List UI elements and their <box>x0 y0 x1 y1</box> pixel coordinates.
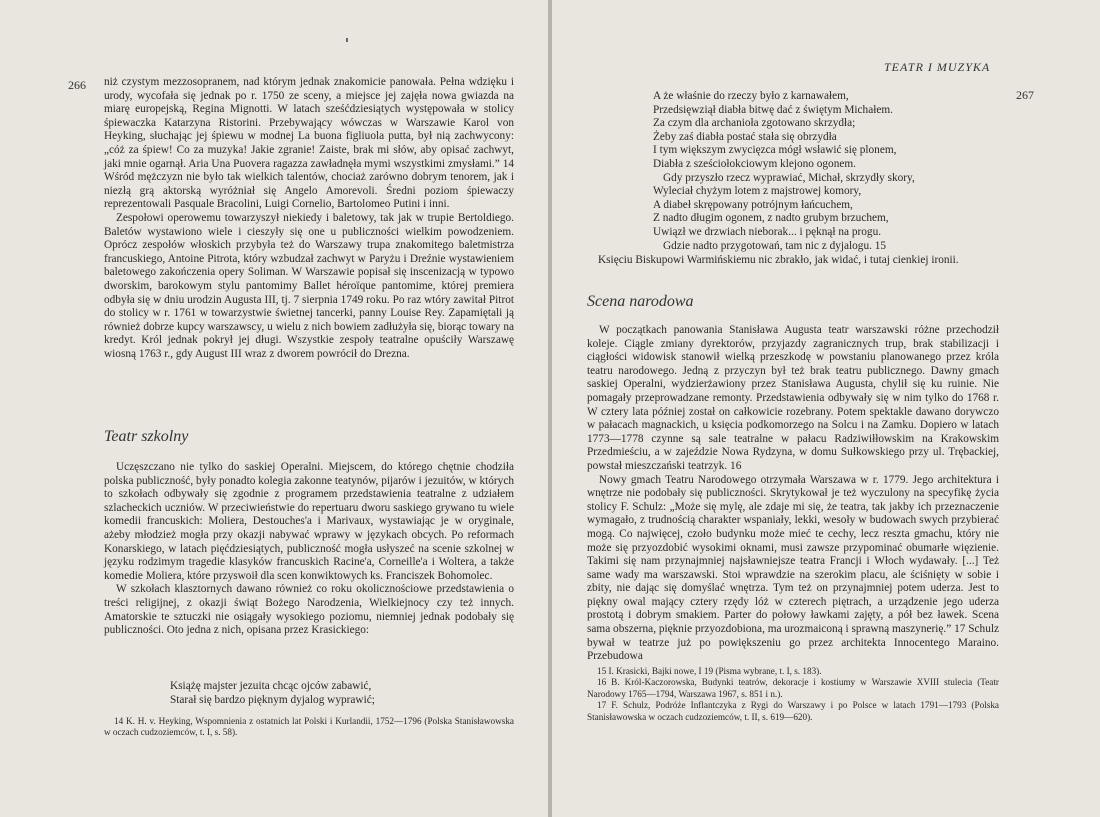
verse-line: Gdy przyszło rzecz wyprawiać, Michał, skrzydły skory, <box>663 171 915 184</box>
running-head: TEATR I MUZYKA <box>884 60 991 74</box>
verse-line: Za czym dla archanioła zgotowano skrzydła; <box>653 117 856 130</box>
left-footnotes <box>104 716 514 739</box>
verse-line: A że właśnie do rzeczy było z karnawałem, <box>653 90 849 102</box>
verse-line: Książę majster jezuita chcąc ojców zabawić, <box>170 680 372 692</box>
footnote-15: 15 I. Krasicki, Bajki nowe, I 19 (Pisma wybrane, t. I, s. 183). <box>597 666 822 676</box>
left-page <box>0 0 548 817</box>
verse-line: Z nadto długim ogonem, z nadto grubym brzuchem, <box>653 212 889 225</box>
page-number-right: 267 <box>1016 88 1034 102</box>
page-mark <box>346 38 348 42</box>
verse-line: I tym większym zwycięzca mógł wsławić się plonem, <box>653 144 897 157</box>
footnote-16: 16 B. Król-Kaczorowska, Budynki teatrów, dekoracje i kostiumy w Warszawie XVIII stulecia (Teatr Narodowy 1765—1794, Warszawa 1967, s. 851 i n.). <box>587 677 999 699</box>
verse-line: Żeby zaś diabła postać stała się obrzydła <box>653 130 837 143</box>
footnote-17: 17 F. Schulz, Podróże Inflantczyka z Rygi do Warszawy i po Polsce w latach 1791—1793 (Polska Stanisławowska w oczach cudzoziemców, t. II, s. 619—620). <box>587 700 999 722</box>
right-text-block <box>587 324 999 664</box>
verse-line: A diabeł skrępowany potrójnym łańcuchem, <box>653 198 853 211</box>
verse-line: Wyleciał chyżym lotem z majstrowej komory, <box>653 185 862 198</box>
left-text-block-2 <box>104 461 514 638</box>
right-footnotes <box>587 666 999 723</box>
verse-line: Starał się bardzo pięknym dyjalog wyprawić; <box>170 693 375 706</box>
right-verse <box>653 90 915 253</box>
right-after-verse <box>598 254 1008 268</box>
section-heading-scena-narodowa: Scena narodowa <box>587 293 694 310</box>
verse-line: Diabła z sześciołokciowym klejono ogonem. <box>653 157 856 170</box>
verse-line: Gdzie nadto przygotowań, tam nic z dyjalogu. 15 <box>663 239 887 252</box>
left-verse <box>170 680 375 707</box>
footnote-14: 14 K. H. v. Heyking, Wspomnienia z ostatnich lat Polski i Kurlandii, 1752—1796 (Polska Stanisławowska w oczach cudzoziemców, t. I, s. 58). <box>104 716 514 738</box>
left-paragraph-3: Uczęszczano nie tylko do saskiej Operalni. Miejscem, do którego chętnie chodziła polska publiczność, były ponadto kolegia zakonne teatynów, pijarów i jezuitów, w których to szkołach odbywały się zgodnie z programem przedstawienia teatralne z udziałem szlacheckich uczniów. W przeciwieństwie do repertuaru dworu saskiego grywano tu wiele komedii francuskich: Moliera, Destouches'a i Marivaux, wystawiając je w oryginale, ażeby młodzież mogła przy okazji nabywać wprawy w językach obcych. Po reformach Konarskiego, w latach pięćdziesiątych, publiczność mogła usłyszeć na scenie szkolnej w języku rodzimym tragedie klasyków francuskich Racine'a, Corneille'a i Woltera, a także komedie Moliera, które przyswoił dla scen konwiktowych ks. Franciszek Bohomolec. <box>104 461 514 582</box>
verse-line: Uwiązł we drzwiach nieborak... i pęknął na progu. <box>653 225 882 238</box>
left-paragraph-4: W szkołach klasztornych dawano również co roku okolicznościowe przedstawienia o treści religijnej, z okazji świąt Bożego Narodzenia, Wielkiejnocy czy też innych. Amatorskie te sztuczki nie osiągały wysokiego poziomu, niemniej jednak podobały się publiczności. Oto jedna z nich, opisana przez Krasickiego: <box>104 583 514 637</box>
right-paragraph-1: W początkach panowania Stanisława Augusta teatr warszawski różne przechodził koleje. Ciągle zmiany dyrektorów, przyjazdy zagranicznych trup, brak stabilizacji i ciągłości widowisk stanowił wielką przeszkodę w powstaniu planowanego przez króla teatru narodowego. Jedną z przyczyn był też brak teatru publicznego. Dawny gmach saskiej Operalni, wydzierżawiony przez Stanisława Augusta, chylił się ku ruinie. Nie pomagały przeprowadzane remonty. Przedstawienia odbywały się w nim tylko do 1768 r. W cztery lata później został on całkowicie rozebrany. Potem spektakle dawano dorywczo w pałacach magnackich, u księcia podkomorzego na Solcu i na Zamku. Dopiero w latach 1773—1778 czynne są sale teatralne w pałacu Radziwiłłowskim na Krakowskim Przedmieściu, a w zajeździe Nowa Rydzyna, w domu Sułkowskiego przy ul. Trębackiej, powstał mieszczański teatrzyk. 16 <box>587 324 999 472</box>
right-paragraph-2: Nowy gmach Teatru Narodowego otrzymała Warszawa w r. 1779. Jego architektura i wnętrze nie podobały się publiczności. Skrytykował je też wyczulony na specyfikę życia stolicy F. Schulz: „Może się mylę, ale zdaje mi się, że teatra, tak jakby ich przeznaczenie wymagało, z trudnością charakter wspaniały, lekki, wesoły w budowach swych przybierać mogą. Co najwięcej, czoło budynku może mieć te cechy, lecz reszta gmachu, który nie może się przyozdobić wysokimi oknami, musi zawsze przypominać obumarłe więzienie. Takimi się nam przynajmniej najsławniejsze teatra Francji i Włoch wydawały. [...] Też same wady ma warszawski. Stoi wprawdzie na szerokim placu, ale ściśnięty w sobie i zbity, nie dając się domyślać wnętrza. Tym też on przynajmniej potem uderza. Jest to piękny owal mający cztery rzędy lóż w czterech piętrach, a urządzenie jego uderza prostotą i dobrym smakiem. Parter do połowy ławkami zajęty, a pół bez ławek. Scena sama obszerna, pięknie przyozdobiona, ma urozmaiconą i sprawną maszynerię.” 17 Schulz bywał w teatrze już po powiększeniu go przez architekta Innocentego Maraino. Przebudowa <box>587 473 999 663</box>
page-number-left: 266 <box>68 78 86 92</box>
verse-line: Przedsięwziął diabła bitwę dać z świętym Michałem. <box>653 103 893 116</box>
left-text-block-1 <box>104 76 514 361</box>
section-heading-teatr-szkolny: Teatr szkolny <box>104 428 189 445</box>
left-paragraph-2: Zespołowi operowemu towarzyszył niekiedy i baletowy, tak jak w trupie Bertoldiego. Baletów wystawiono wiele i cieszyły się one u publiczności wielkim powodzeniem. Oprócz zespołów włoskich przybyła też do Warszawy trupa znakomitego baletmistrza francuskiego, Antoine Pitrota, który wzbudzał zachwyt w Paryżu i Dreźnie wystawieniem baletowego zakończenia opery Soliman. W Warszawie popisał się inscenizacją w typowo dworskim, barokowym stylu pantomimy Ballet héroïque pantomime, której premiera odbyła się w dniu urodzin Augusta III, tj. 7 sierpnia 1749 roku. Po raz wtóry zawitał Pitrot do stolicy w r. 1761 w towarzystwie świetnej tancerki, panny Louise Rey. Zapamiętali ją również dobrze kupcy warszawscy, u wielu z nich bowiem zadłużyła się, biorąc towary na kredyt. Król jednak pokrył jej długi. Wszystkie zespoły teatralne opuściły Warszawę wiosną 1763 r., gdy August III wraz z dworem powrócił do Drezna. <box>104 211 514 360</box>
after-verse-line: Księciu Biskupowi Warmińskiemu nic zbrakło, jak widać, i tutaj cienkiej ironii. <box>598 254 959 266</box>
left-paragraph-1: niż czystym mezzosopranem, nad którym jednak znakomicie panowała. Pełna wdzięku i urody, wycofała się jednak po r. 1750 ze sceny, a miejsce jej zajęła nowa gwiazda na miarę europejską, Regina Mignotti. W latach sześćdziesiątych występowała w stolicy śpiewaczka Katarzyna Ristorini. Przebywający wówczas w Warszawie Karol von Heyking, słuchając jej śpiewu w modnej La buona figliuola putta, był nią zachwycony: „cóż za śpiew! Co za muzyka! Jakie zgranie! Zaiste, brak mi słów, aby opisać zachwyt, jaki mnie ogarnął. Aria Una Puovera ragazza zawładnęła mymi wszystkimi zmysłami.” 14 Wśród mężczyzn nie było tak wielkich talentów, chociaż zarówno dobrym tenorem, jak i niezłą grą aktorską wyróżniał się Angelo Amorevoli. Średni poziom śpiewaczy reprezentowali Pasquale Bracolini, Luigi Cornelio, Bartolomeo Putini i inni. <box>104 76 514 211</box>
